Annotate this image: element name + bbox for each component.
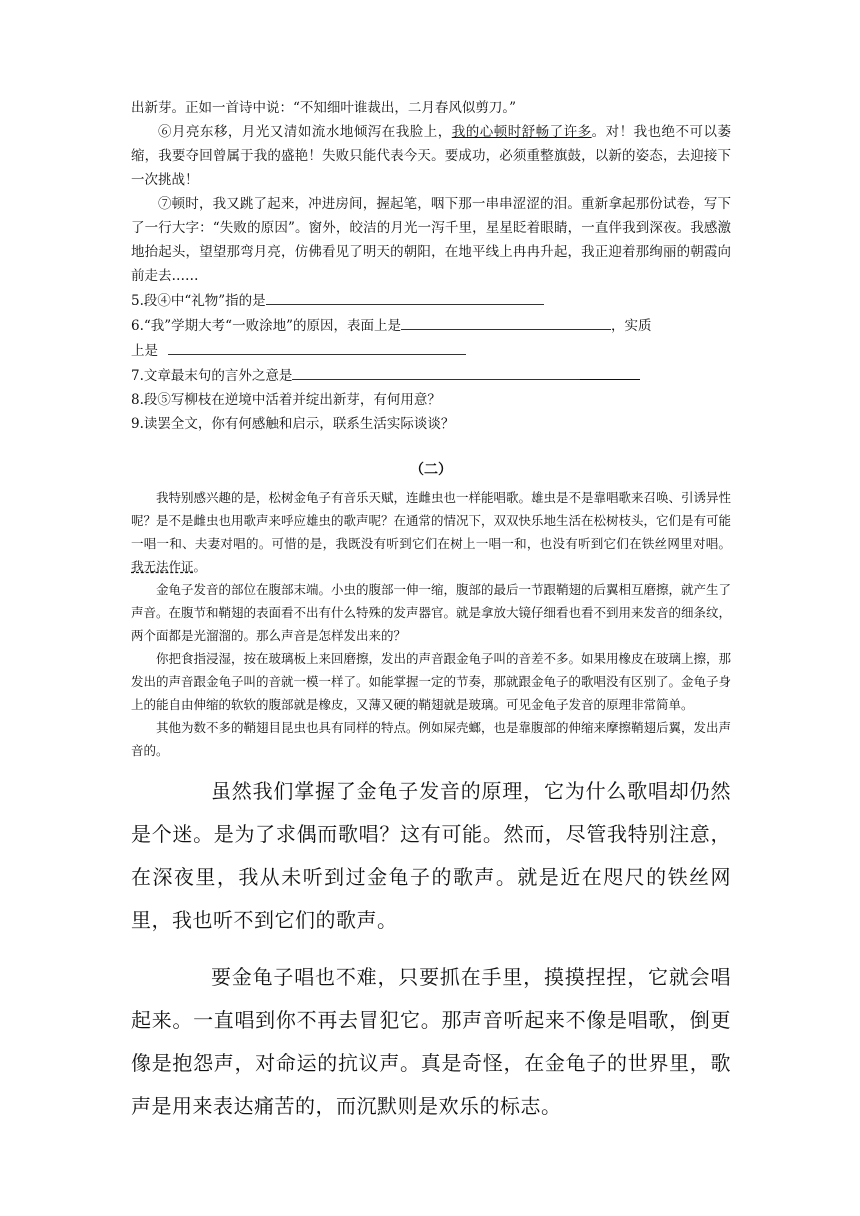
question-7 — [131, 363, 731, 388]
question-7-answer-blank[interactable] — [292, 363, 580, 380]
question-6-text-a: 6.“我”学期大考“一败涂地”的原因，表面上是 — [131, 318, 401, 334]
section-2-underlined-phrase: 我无法作证 — [131, 559, 194, 574]
question-6-answer-blank-2a[interactable] — [168, 338, 190, 355]
question-5-text: 5.段④中“礼物”指的是 — [131, 293, 266, 309]
question-8: 8.段⑤写柳枝在逆境中活着并绽出新芽，有何用意？ — [131, 392, 441, 408]
section-2-paragraph-1-end: 。 — [193, 559, 207, 574]
question-5 — [131, 288, 731, 313]
question-7-answer-blank-end[interactable] — [580, 363, 640, 380]
section-2-paragraph-5: 虽然我们掌握了金龟子发音的原理，它为什么歌唱却仍然是个迷。是为了求偶而歌唱？这有可能。然而，尽管我特别注意，在深夜里，我从未听到过金龟子的歌声。就是近在咫尺的铁丝网里，我也听不到它们的歌声。 — [131, 779, 731, 932]
question-6-text-b: ，实质 — [611, 318, 652, 334]
spacer — [131, 762, 731, 770]
section-2-title: （二） — [410, 462, 452, 478]
spacer — [131, 942, 731, 956]
document-page — [131, 96, 731, 1128]
paragraph-6 — [131, 120, 731, 192]
question-6-continued — [131, 338, 731, 363]
question-6 — [131, 313, 731, 338]
paragraph-6-text-b: 。对！我也绝不可以萎缩，我要夺回曾属于我的盛艳！失败只能代表今天。要成功，必须重整旗鼓，以新的姿态，去迎接下一次挑战！ — [131, 124, 732, 188]
question-7-text: 7.文章最末句的言外之意是 — [131, 368, 293, 384]
section-2-paragraph-3: 你把食指浸湿，按在玻璃板上来回磨擦，发出的声音跟金龟子叫的音差不多。如果用橡皮在玻璃上擦，那发出的声音跟金龟子叫的音就一模一样了。如能掌握一定的节奏，那就跟金龟子的歌唱没有区别了。金龟子身上的能自由伸缩的软软的腹部就是橡皮，又薄又硬的鞘翅就是玻璃。可见金龟子发音的原理非常简单。 — [131, 651, 732, 712]
paragraph-5-continuation: 出新芽。正如一首诗中说：“不知细叶谁裁出，二月春风似剪刀。” — [131, 100, 517, 116]
section-2-paragraph-6: 要金龟子唱也不难，只要抓在手里，摸摸捏捏，它就会唱起来。一直唱到你不再去冒犯它。那声音听起来不像是唱歌，倒更像是抱怨声，对命运的抗议声。真是奇怪，在金龟子的世界里，歌声是用来表达痛苦的，而沉默则是欢乐的标志。 — [131, 965, 731, 1118]
section-2-paragraph-1-text: 我特别感兴趣的是，松树金龟子有音乐天赋，连雌虫也一样能唱歌。雄虫是不是靠唱歌来召唤、引诱异性呢？是不是雌虫也用歌声来呼应雄虫的歌声呢？在通常的情况下，双双快乐地生活在松树枝头，它们是有可能一唱一和、夫妻对唱的。可惜的是，我既没有听到它们在树上一唱一和，也没有听到它们在铁丝网里对唱。 — [131, 490, 732, 551]
section-2-paragraph-2: 金龟子发音的部位在腹部末端。小虫的腹部一伸一缩，腹部的最后一节跟鞘翅的后翼相互磨擦，就产生了声音。在腹节和鞘翅的表面看不出有什么特殊的发声器官。就是拿放大镜仔细看也看不到用来发音的细条纹，两个面都是光溜溜的。那么声音是怎样发出来的？ — [131, 582, 732, 643]
question-6-answer-blank-1[interactable] — [401, 313, 611, 330]
paragraph-7: ⑦顿时，我又跳了起来，冲进房间，握起笔，咽下那一串串涩涩的泪。重新拿起那份试卷，写下了一行大字：“失败的原因”。窗外，皎洁的月光一泻千里，星星眨着眼睛，一直伴我到深夜。我感激地抬起头，望望那弯月亮，仿佛看见了明天的朝阳，在地平线上冉冉升起，我正迎着那绚丽的朝霞向前走去…… — [131, 196, 731, 284]
paragraph-6-underlined-sentence: 我的心顿时舒畅了许多 — [451, 124, 592, 140]
question-9: 9.读罢全文，你有何感触和启示，联系生活实际谈谈？ — [131, 416, 455, 432]
section-2-paragraph-4: 其他为数不多的鞘翅目昆虫也具有同样的特点。例如屎壳螂，也是靠腹部的伸缩来摩擦鞘翅后翼，发出声音的。 — [131, 720, 732, 758]
section-2-paragraph-1 — [131, 486, 731, 578]
question-5-answer-blank[interactable] — [266, 288, 544, 305]
question-6-text-c: 上是 — [131, 343, 158, 359]
question-6-answer-blank-2[interactable] — [190, 338, 466, 355]
paragraph-6-text-a: ⑥月亮东移，月光又清如流水地倾泻在我脸上， — [158, 124, 452, 140]
